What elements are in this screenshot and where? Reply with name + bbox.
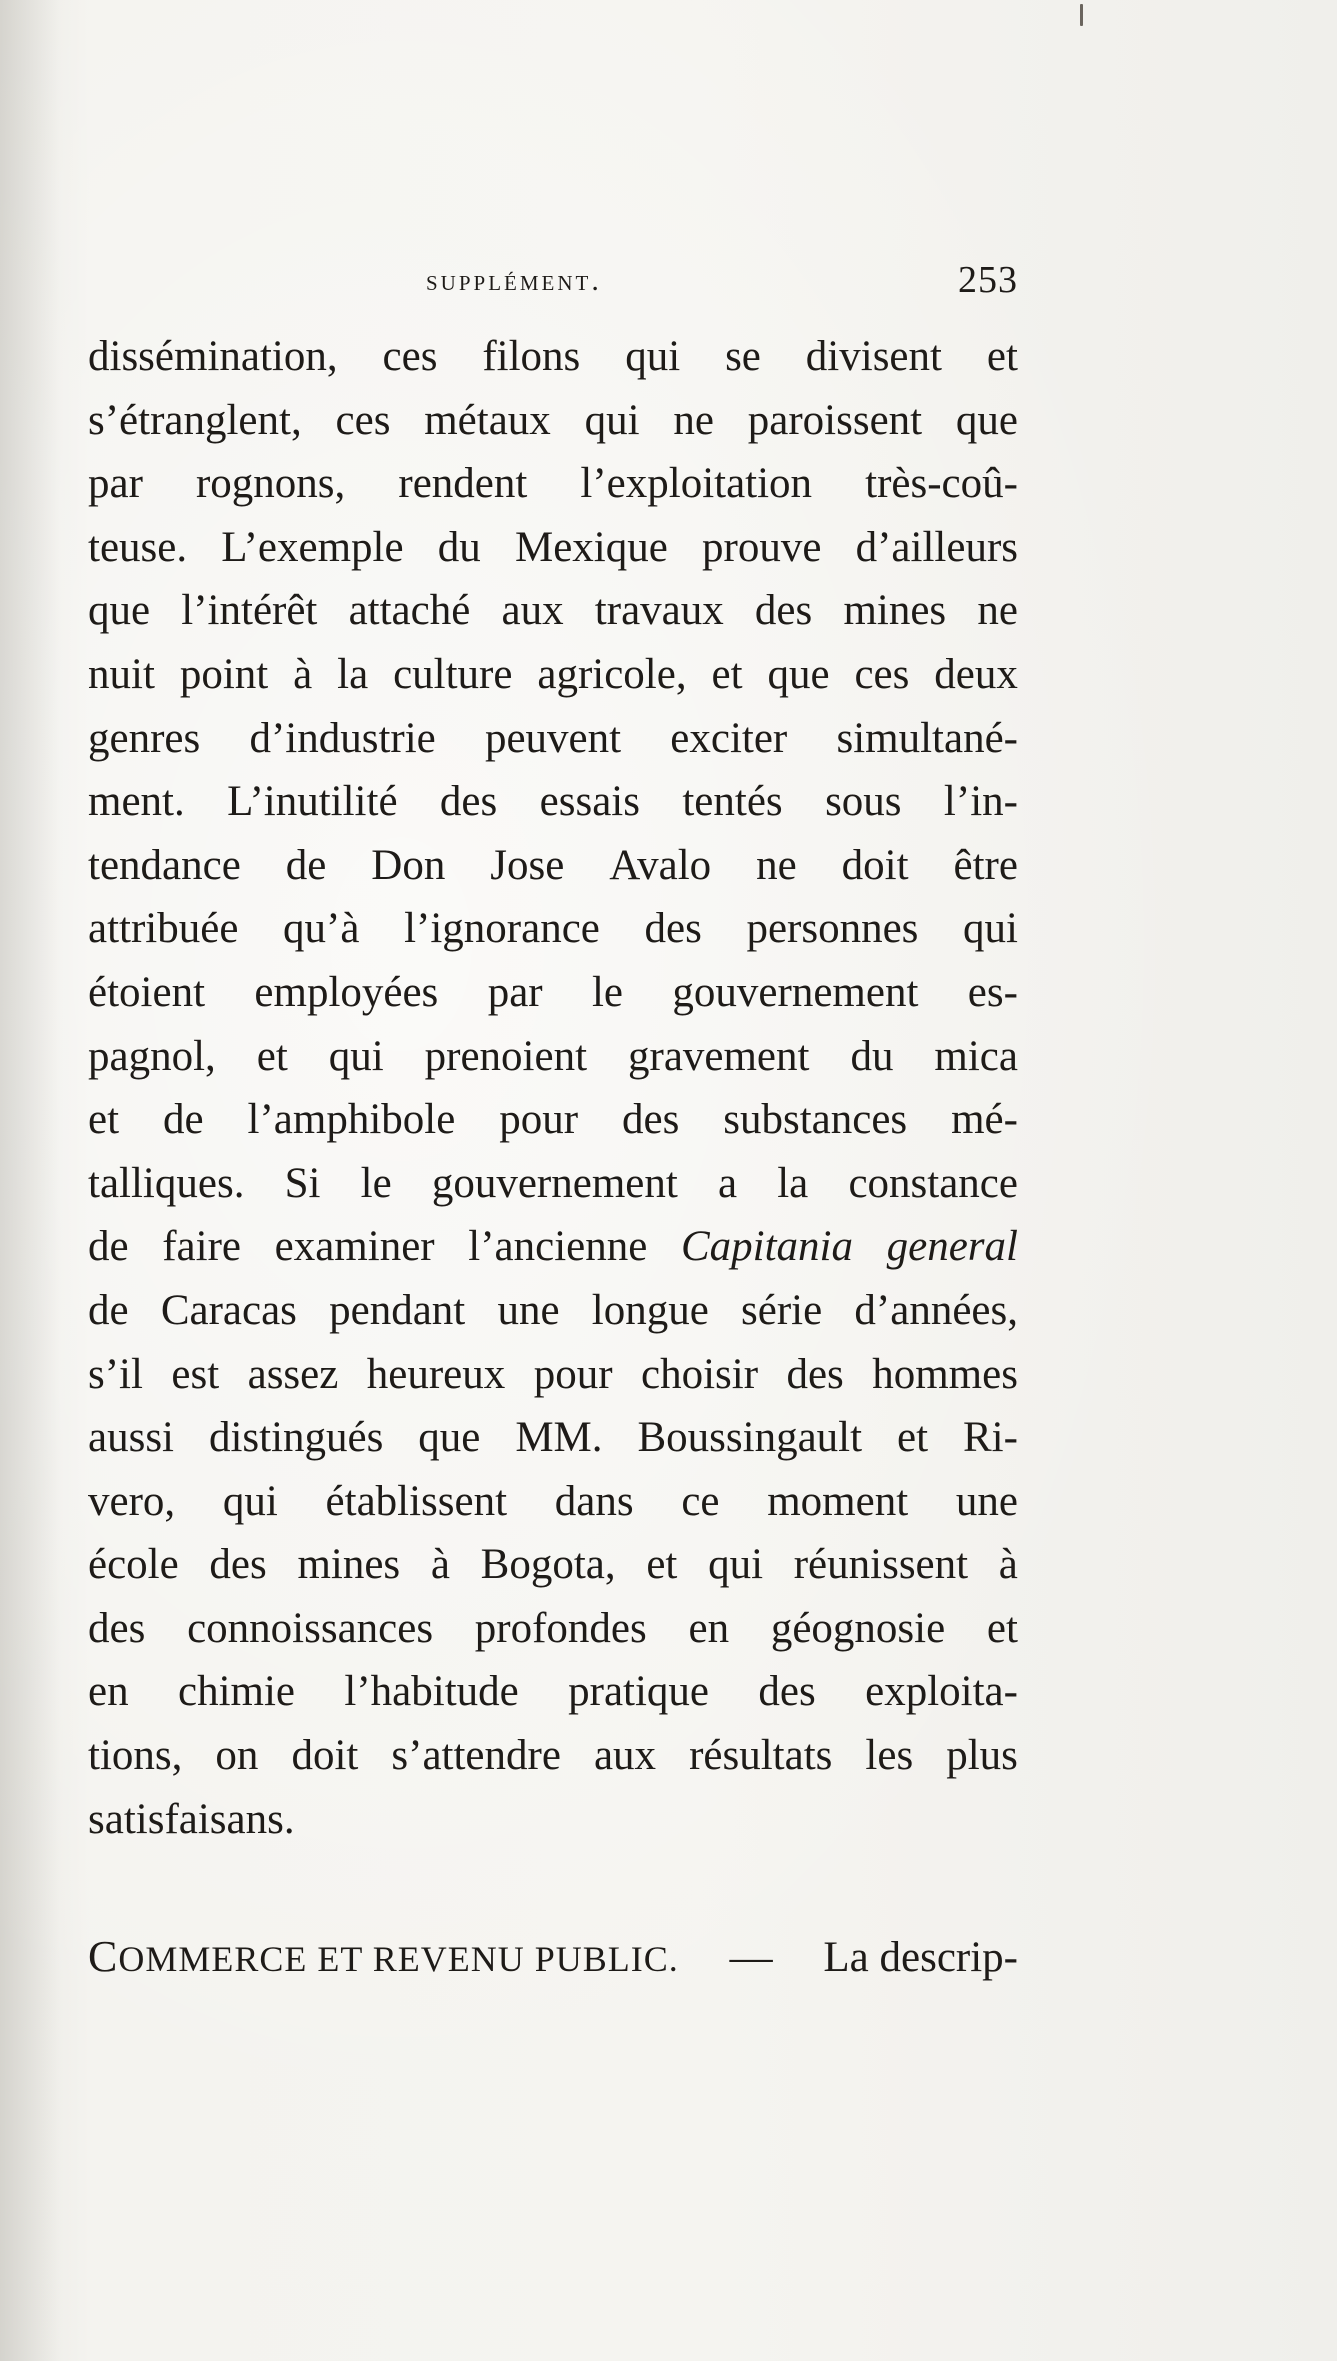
text-line <box>88 1152 1018 1216</box>
text-line <box>88 1088 1018 1152</box>
section-heading-initial: C <box>88 1932 119 1981</box>
word: simultané- <box>836 714 1018 762</box>
word: talliques. <box>88 1159 245 1207</box>
edge-mark <box>1080 4 1083 26</box>
word: gravement <box>628 1032 810 1080</box>
running-head-title: supplément. <box>426 264 602 297</box>
word: employées <box>254 968 439 1016</box>
word: une <box>497 1286 560 1334</box>
text-line <box>88 516 1018 580</box>
word: des <box>758 1668 816 1716</box>
word: Ri- <box>962 1414 1018 1462</box>
word: s’attendre <box>391 1732 561 1780</box>
text-line <box>88 325 1018 389</box>
word: par <box>88 460 143 508</box>
word: gouvernement <box>431 1159 678 1207</box>
word: point <box>179 650 269 698</box>
word: rognons, <box>195 460 346 508</box>
text-line <box>88 707 1018 771</box>
text-line <box>88 389 1018 453</box>
word: qui <box>222 1477 278 1525</box>
text-line <box>88 643 1018 707</box>
word: se <box>725 333 761 380</box>
word: chimie <box>177 1668 295 1716</box>
word: de <box>88 1223 129 1271</box>
section-heading-line <box>88 1925 1018 1989</box>
word: qui <box>708 1541 764 1589</box>
word: de <box>88 1286 129 1334</box>
word: ces <box>382 333 438 380</box>
word: es- <box>967 968 1018 1016</box>
word: attribuée <box>88 905 239 953</box>
word: filons <box>482 333 581 380</box>
word: connoissances <box>187 1604 434 1652</box>
word: Boussingault <box>637 1414 863 1462</box>
word: nuit <box>88 650 155 698</box>
word: la <box>777 1159 809 1207</box>
text-line <box>88 834 1018 898</box>
word: des <box>644 905 702 953</box>
word: dans <box>554 1477 634 1525</box>
word: qu’à <box>283 905 360 953</box>
word: aux <box>593 1732 657 1780</box>
word: heureux <box>366 1350 506 1398</box>
word: moment <box>767 1477 909 1525</box>
word: l’ancienne <box>468 1223 648 1271</box>
word: assez <box>247 1350 339 1398</box>
word: mines <box>297 1541 401 1589</box>
word: et <box>646 1541 678 1589</box>
text-line <box>88 770 1018 834</box>
word: ces <box>335 396 391 444</box>
word: Jose <box>490 841 565 889</box>
text-line <box>88 1279 1018 1343</box>
word: la <box>337 650 369 698</box>
text-line <box>88 452 1018 516</box>
word: des <box>754 587 813 635</box>
word: profondes <box>474 1604 647 1652</box>
word: distingués <box>208 1414 384 1462</box>
word: aussi <box>88 1414 174 1462</box>
word: sous <box>825 778 902 826</box>
word: géognosie <box>770 1604 946 1652</box>
word: à <box>430 1541 450 1589</box>
text-line <box>88 1406 1018 1470</box>
italic-word: Capitania <box>680 1223 853 1271</box>
word: établissent <box>325 1477 508 1525</box>
word: l’in- <box>943 778 1018 826</box>
word: par <box>487 968 543 1016</box>
word: une <box>955 1477 1018 1525</box>
word: d’années, <box>854 1286 1018 1334</box>
word: s’il <box>88 1350 143 1398</box>
word: satisfaisans. <box>88 1795 295 1843</box>
section-heading-text: OMMERCE ET REVENU PUBLIC. <box>118 1939 679 1979</box>
word: aux <box>501 587 564 635</box>
word: prenoient <box>424 1032 588 1080</box>
word: Avalo <box>609 841 712 889</box>
word: l’intérêt <box>181 587 318 635</box>
page-number: 253 <box>958 259 1018 301</box>
word: école <box>88 1541 179 1589</box>
word: et <box>256 1032 288 1080</box>
word: que <box>767 650 830 698</box>
word: culture <box>393 650 513 698</box>
word: Si <box>284 1159 321 1207</box>
word: choisir <box>640 1350 759 1398</box>
word: doit <box>291 1732 359 1780</box>
word: des <box>209 1541 267 1589</box>
word: Bogota, <box>480 1541 616 1589</box>
word: paroissent <box>747 396 923 444</box>
word: et <box>88 1096 120 1144</box>
word: pratique <box>568 1668 710 1716</box>
word: de <box>162 1096 204 1144</box>
word: ce <box>681 1477 720 1525</box>
word: rendent <box>398 460 528 508</box>
word: essais <box>539 778 640 826</box>
word: ment. <box>88 778 185 826</box>
word: constance <box>848 1159 1018 1207</box>
word: du <box>850 1032 894 1080</box>
word: que <box>955 396 1018 444</box>
italic-word: general <box>886 1223 1018 1271</box>
word: longue <box>591 1286 709 1334</box>
section-dash: — <box>729 1934 773 1981</box>
section-heading <box>88 1925 679 1999</box>
word: des <box>786 1350 844 1398</box>
text-line <box>88 1533 1018 1597</box>
word: deux <box>934 650 1018 698</box>
word: et <box>986 1604 1018 1652</box>
word: à <box>293 650 313 698</box>
word: mé- <box>951 1096 1018 1144</box>
word: l’habitude <box>344 1668 519 1716</box>
word: pour <box>533 1350 613 1398</box>
word: peuvent <box>484 714 622 762</box>
word: que <box>88 587 151 635</box>
word: pour <box>499 1096 579 1144</box>
word: pendant <box>329 1286 466 1334</box>
word: et <box>711 650 743 698</box>
text-line <box>88 1343 1018 1407</box>
word: que <box>418 1414 481 1462</box>
word: substances <box>723 1096 908 1144</box>
word: agricole, <box>537 650 687 698</box>
word: exploita- <box>865 1668 1018 1716</box>
word: divisent <box>805 333 942 380</box>
word: qui <box>584 396 640 444</box>
word: ne <box>756 841 797 889</box>
text-line <box>88 1724 1018 1788</box>
text-line <box>88 961 1018 1025</box>
word: s’étranglent, <box>88 396 302 444</box>
word: prouve <box>702 523 822 571</box>
word: des <box>439 778 498 826</box>
word: genres <box>88 714 201 762</box>
word: pagnol, <box>88 1032 216 1080</box>
section-text: La descrip- <box>823 1934 1018 1981</box>
word: examiner <box>274 1223 435 1271</box>
word: tions, <box>88 1732 183 1780</box>
word: est <box>171 1350 220 1398</box>
word: d’ailleurs <box>855 523 1018 571</box>
word: a <box>717 1159 738 1207</box>
word: des <box>88 1604 146 1652</box>
text-line <box>88 1215 1018 1279</box>
word: être <box>953 841 1018 889</box>
word: de <box>285 841 327 889</box>
word: teuse. <box>88 523 188 571</box>
word: gouvernement <box>672 968 919 1016</box>
word: Mexique <box>514 523 668 571</box>
word: et <box>986 333 1018 380</box>
word: personnes <box>746 905 919 953</box>
word: métaux <box>424 396 551 444</box>
word: qui <box>328 1032 384 1080</box>
word: Don <box>371 841 446 889</box>
word: en <box>88 1668 129 1716</box>
word: réunissent <box>793 1541 969 1589</box>
word: L’exemple <box>221 523 404 571</box>
text-line <box>88 1597 1018 1661</box>
word: Caracas <box>160 1286 297 1334</box>
word: le <box>360 1159 392 1207</box>
text-line <box>88 579 1018 643</box>
word: ne <box>673 396 714 444</box>
word: plus <box>946 1732 1018 1780</box>
word: faire <box>162 1223 241 1271</box>
word: vero, <box>88 1477 176 1525</box>
word: le <box>591 968 624 1016</box>
word: l’amphibole <box>247 1096 456 1144</box>
word: doit <box>841 841 909 889</box>
word: les <box>865 1732 914 1780</box>
text-line <box>88 1470 1018 1534</box>
word: MM. <box>515 1414 603 1462</box>
word: qui <box>625 333 681 380</box>
body-text <box>88 325 1018 1851</box>
running-head <box>88 258 1018 306</box>
word: série <box>741 1286 823 1334</box>
word: dissémination, <box>88 333 338 380</box>
word: mines <box>843 587 947 635</box>
word: à <box>998 1541 1018 1589</box>
text-line <box>88 1788 1018 1852</box>
word: l’exploitation <box>580 460 813 508</box>
word: attaché <box>348 587 471 635</box>
word: étoient <box>88 968 206 1016</box>
word: résultats <box>689 1732 833 1780</box>
word: très-coû- <box>865 460 1018 508</box>
word: travaux <box>594 587 724 635</box>
word: qui <box>963 905 1018 953</box>
word: tendance <box>88 841 241 889</box>
word: et <box>896 1414 929 1462</box>
word: ces <box>854 650 910 698</box>
word: mica <box>934 1032 1018 1080</box>
word: hommes <box>872 1350 1018 1398</box>
text-line <box>88 897 1018 961</box>
word: ne <box>977 587 1018 635</box>
text-line <box>88 1025 1018 1089</box>
word: des <box>622 1096 680 1144</box>
word: tentés <box>682 778 783 826</box>
word: exciter <box>670 714 788 762</box>
text-line <box>88 1660 1018 1724</box>
word: l’ignorance <box>404 905 600 953</box>
word: du <box>437 523 481 571</box>
word: d’industrie <box>249 714 436 762</box>
word: on <box>215 1732 259 1780</box>
word: en <box>688 1604 730 1652</box>
word: L’inutilité <box>227 778 398 826</box>
gutter-shadow <box>0 0 60 2361</box>
